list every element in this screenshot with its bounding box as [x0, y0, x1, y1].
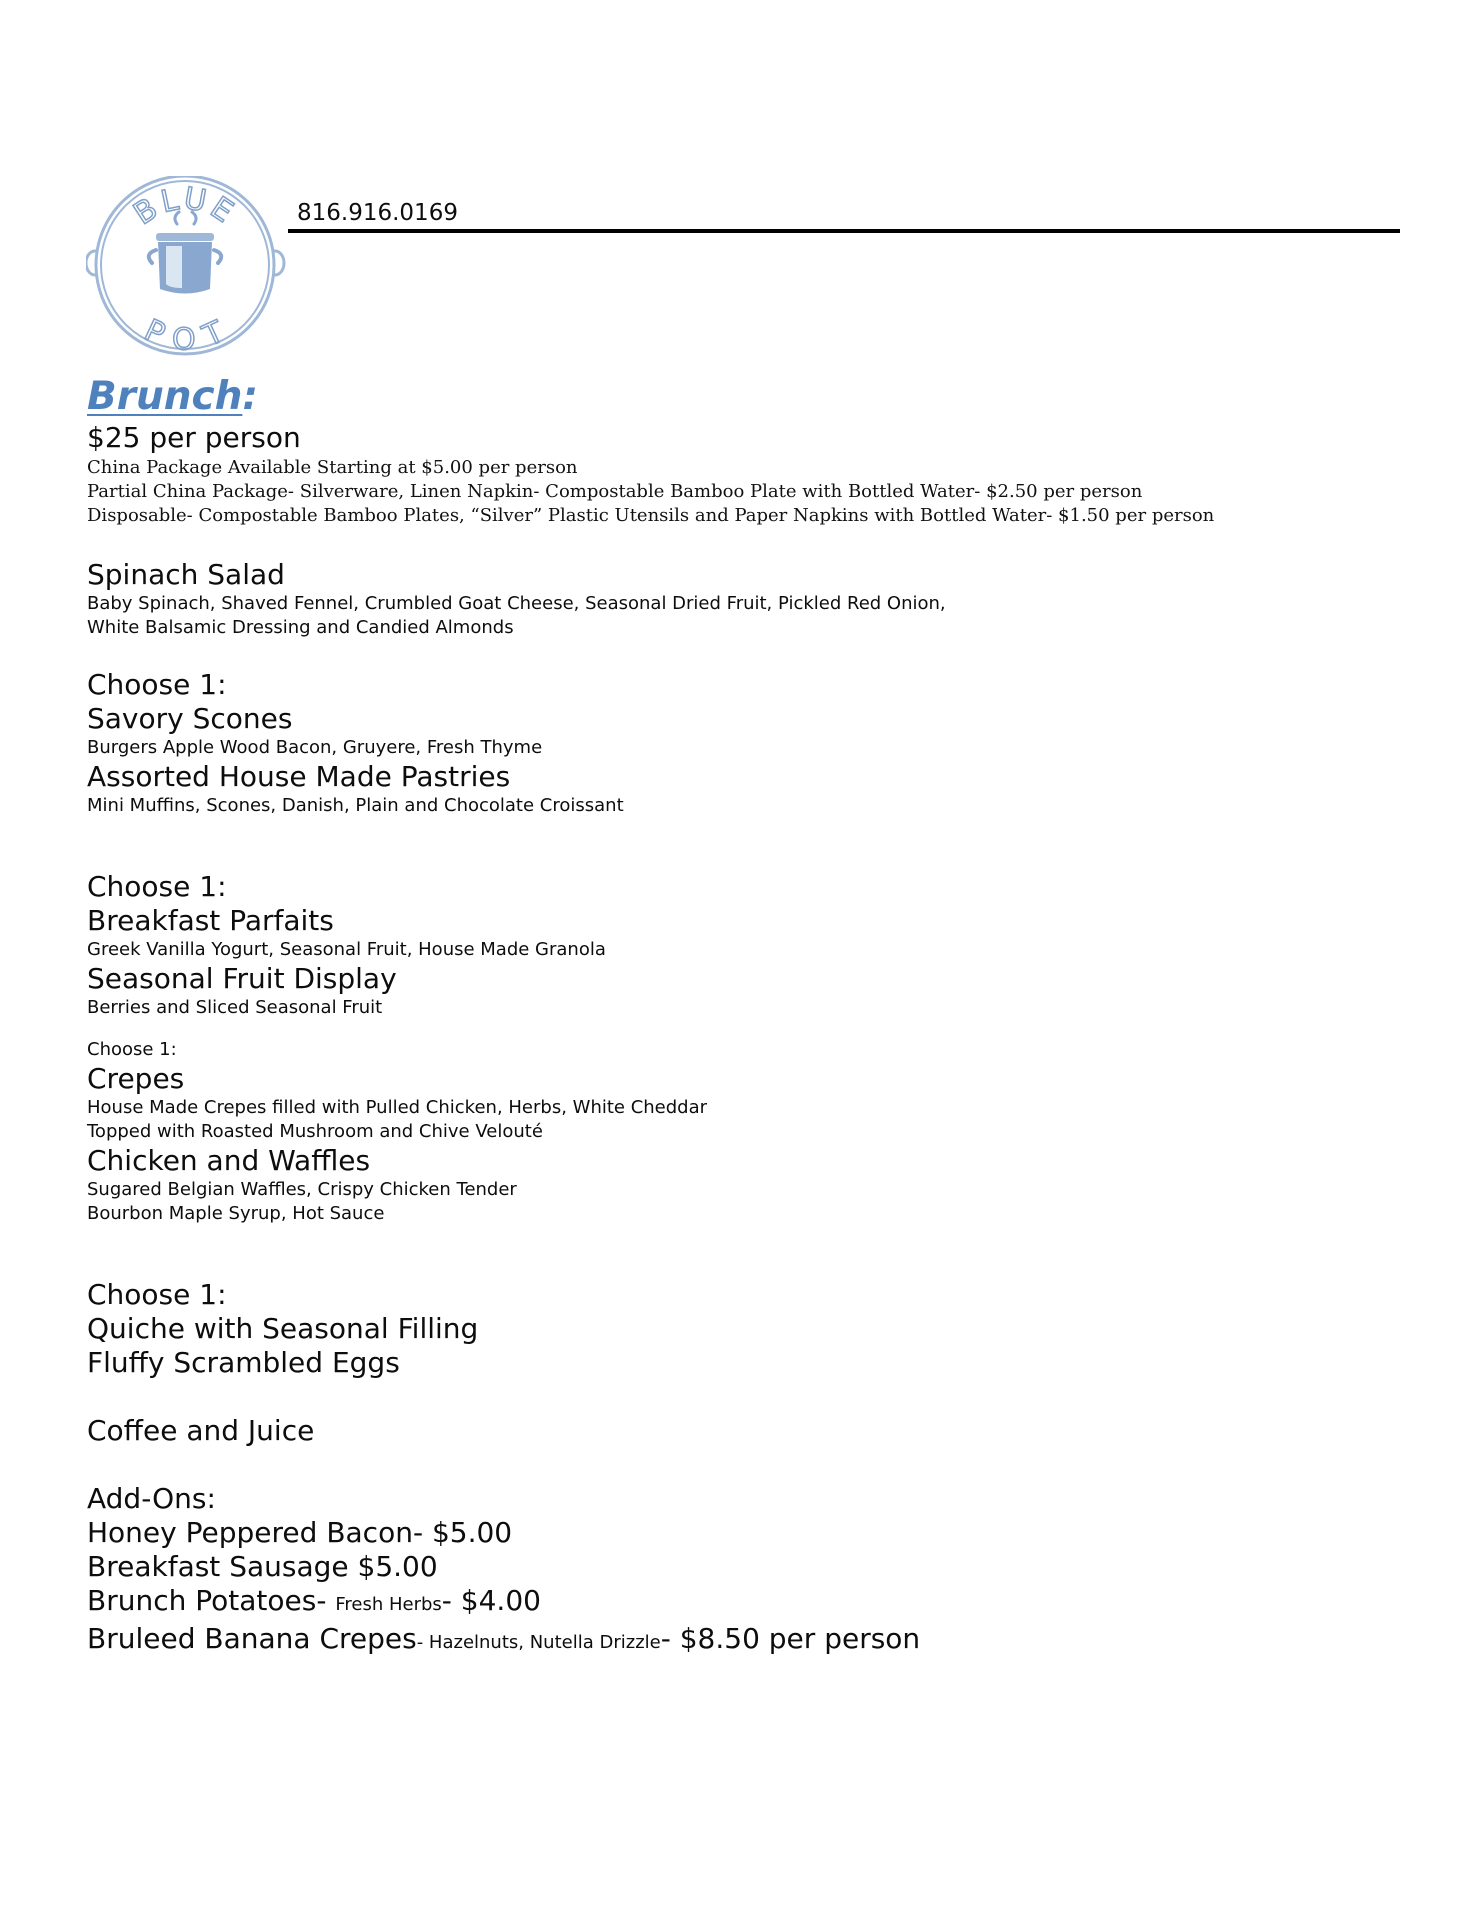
choose-label: Choose 1: [87, 1039, 177, 1060]
addon-item: Honey Peppered Bacon- $5.00 [87, 1516, 513, 1549]
menu-content [87, 374, 1387, 1660]
svg-text:BLUE: BLUE [127, 181, 243, 233]
menu-title-colon: : [242, 374, 258, 419]
blue-pot-logo [86, 176, 286, 356]
item-title: Crepes [87, 1062, 185, 1095]
header-divider [288, 229, 1400, 233]
item-desc: Bourbon Maple Syrup, Hot Sauce [87, 1203, 385, 1224]
addon-name: Bruleed Banana Crepes [87, 1622, 417, 1655]
choose-label: Choose 1: [87, 1278, 227, 1311]
salad-desc: Baby Spinach, Shaved Fennel, Crumbled Goat Cheese, Seasonal Dried Fruit, Pickled Red Onion, [87, 593, 946, 614]
menu-price: $25 per person [87, 421, 301, 454]
menu-title [87, 374, 1387, 420]
item-desc: Greek Vanilla Yogurt, Seasonal Fruit, House Made Granola [87, 939, 606, 960]
item-desc: Mini Muffins, Scones, Danish, Plain and Chocolate Croissant [87, 795, 624, 816]
choose-label: Choose 1: [87, 870, 227, 903]
menu-title-word: Brunch [87, 374, 243, 419]
item-title: Assorted House Made Pastries [87, 760, 511, 793]
package-line: Disposable- Compostable Bamboo Plates, “Silver” Plastic Utensils and Paper Napkins with Bottled Water- $1.50 per person [87, 505, 1215, 526]
addon-item [87, 1584, 1387, 1622]
svg-text:POT: POT [139, 312, 233, 356]
addons-title: Add-Ons: [87, 1482, 216, 1515]
addon-name: Brunch Potatoes- [87, 1584, 336, 1617]
beverages: Coffee and Juice [87, 1414, 315, 1447]
package-line: Partial China Package- Silverware, Linen Napkin- Compostable Bamboo Plate with Bottled Water- $2.50 per person [87, 481, 1143, 502]
item-title: Savory Scones [87, 702, 293, 735]
item-desc: Sugared Belgian Waffles, Crispy Chicken Tender [87, 1179, 517, 1200]
phone-number: 816.916.0169 [297, 200, 458, 226]
salad-title: Spinach Salad [87, 558, 285, 591]
blue-pot-logo-icon [86, 176, 286, 356]
item-desc: House Made Crepes filled with Pulled Chicken, Herbs, White Cheddar [87, 1097, 708, 1118]
main-option: Fluffy Scrambled Eggs [87, 1346, 400, 1379]
item-desc: Burgers Apple Wood Bacon, Gruyere, Fresh Thyme [87, 737, 543, 758]
salad-desc: White Balsamic Dressing and Candied Almonds [87, 617, 514, 638]
addon-item: Breakfast Sausage $5.00 [87, 1550, 438, 1583]
choose-label: Choose 1: [87, 668, 227, 701]
package-line: China Package Available Starting at $5.00 per person [87, 457, 578, 478]
addon-note: Fresh Herbs [335, 1594, 442, 1615]
item-desc: Topped with Roasted Mushroom and Chive Velouté [87, 1121, 543, 1142]
addon-price: - $8.50 per person [660, 1622, 921, 1655]
main-option: Quiche with Seasonal Filling [87, 1312, 479, 1345]
addon-note: - Hazelnuts, Nutella Drizzle [416, 1632, 661, 1653]
item-title: Seasonal Fruit Display [87, 962, 397, 995]
item-desc: Berries and Sliced Seasonal Fruit [87, 997, 383, 1018]
addon-price: - $4.00 [441, 1584, 541, 1617]
item-title: Chicken and Waffles [87, 1144, 371, 1177]
item-title: Breakfast Parfaits [87, 904, 334, 937]
addon-item [87, 1622, 1387, 1660]
